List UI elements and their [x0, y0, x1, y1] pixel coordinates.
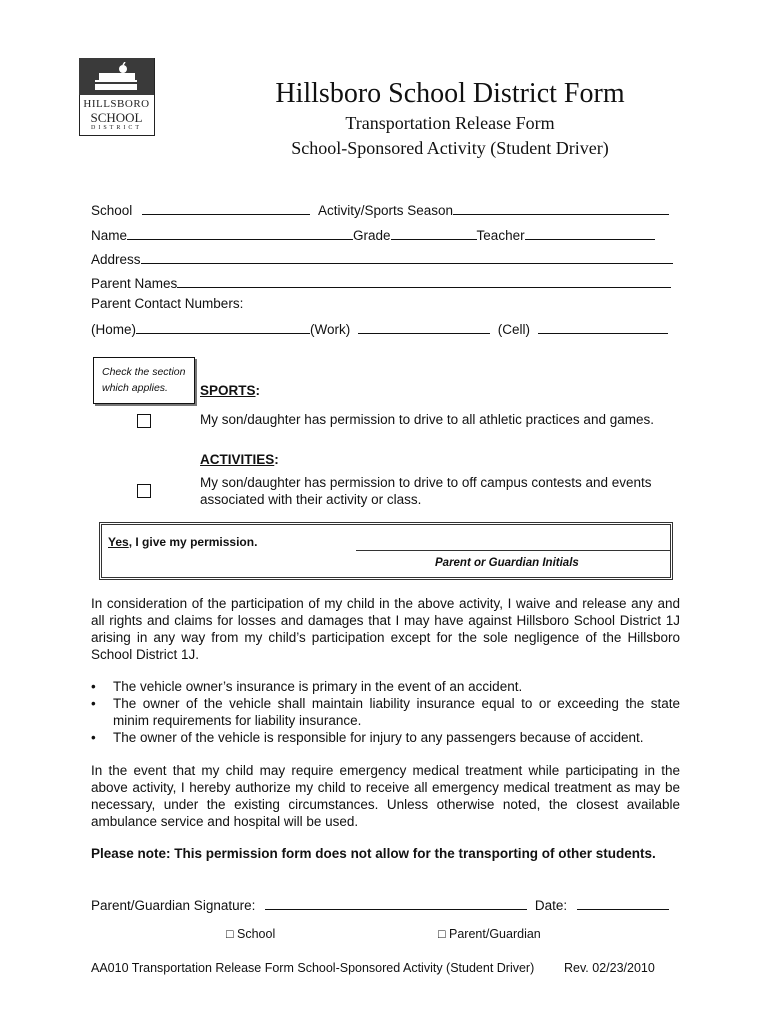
grade-label: Grade — [353, 228, 391, 243]
signature-row[interactable] — [91, 895, 669, 913]
insurance-list — [91, 678, 680, 746]
date-line[interactable] — [577, 895, 669, 910]
logo-text-school: SCHOOL — [90, 110, 143, 125]
parent-names-label: Parent Names — [91, 276, 178, 291]
section-note-line2: which applies. — [102, 382, 168, 394]
signature-line[interactable] — [265, 895, 527, 910]
address-line[interactable] — [141, 249, 673, 264]
list-item: • The owner of the vehicle is responsible for injury to any passengers because of accident. — [91, 729, 680, 746]
footer-form-name: AA010 Transportation Release Form School-Sponsored Activity (Student Driver) — [91, 961, 535, 975]
school-field[interactable] — [91, 200, 310, 218]
sports-text: My son/daughter has permission to drive to all athletic practices and games. — [200, 412, 654, 427]
footer-revision: Rev. 02/23/2010 — [564, 961, 655, 975]
logo-text-hillsboro: HILLSBORO — [83, 98, 150, 110]
list-item: • The vehicle owner’s insurance is primary in the event of an accident. — [91, 678, 680, 695]
form-subtitle-activity: School-Sponsored Activity (Student Driver) — [291, 138, 609, 158]
medical-paragraph: In the event that my child may require emergency medical treatment while participating in the above activity, I hereby authorize my child to receive all emergency medical treatment as may be necessary, under the existing circumstances. Unless otherwise noted, the closest available ambulance service and hospital will be used. — [91, 763, 680, 829]
transport-note: Please note: This permission form does not allow for the transporting of other students. — [91, 846, 656, 861]
activities-text — [200, 474, 652, 508]
initials-line[interactable] — [356, 550, 670, 551]
contact-numbers-row[interactable] — [91, 319, 668, 337]
parent-names-line[interactable] — [177, 273, 671, 288]
activity-season-line[interactable] — [453, 200, 669, 215]
home-line[interactable] — [136, 319, 310, 334]
waiver-paragraph: In consideration of the participation of my child in the above activity, I waive and release any and all rights and claims for losses and damages that I may have against Hillsboro School District 1J arising in any way from my child’s participation except for the sole negligence of the Hillsboro School District 1J. — [91, 596, 680, 662]
cell-label: (Cell) — [497, 322, 531, 337]
page-title: Hillsboro School District Form — [275, 78, 625, 109]
grade-line[interactable] — [391, 225, 477, 240]
sports-checkbox[interactable] — [137, 414, 151, 428]
school-line[interactable] — [142, 200, 310, 215]
address-field[interactable] — [91, 249, 673, 267]
name-label: Name — [91, 228, 128, 243]
permission-box — [99, 522, 673, 580]
cell-line[interactable] — [538, 319, 668, 334]
activities-text-line1: My son/daughter has permission to drive to off campus contests and events — [200, 475, 652, 490]
school-label: School — [91, 203, 133, 218]
list-item: • The owner of the vehicle shall maintain liability insurance equal to or exceeding the state minim requirements for liability insurance. — [91, 695, 680, 729]
form-subtitle: Transportation Release Form — [345, 113, 555, 133]
activity-season-field[interactable] — [318, 200, 669, 218]
date-label: Date: — [534, 898, 568, 913]
initials-label: Parent or Guardian Initials — [435, 557, 579, 569]
signature-label: Parent/Guardian Signature: — [91, 898, 256, 913]
teacher-label: Teacher — [476, 228, 525, 243]
section-note-line1: Check the section — [102, 366, 186, 378]
activities-text-line2: associated with their activity or class. — [200, 492, 422, 507]
name-field[interactable] — [91, 225, 655, 243]
address-label: Address — [91, 252, 141, 267]
parent-names-field[interactable] — [91, 273, 671, 291]
copy-school: □ School — [226, 927, 276, 941]
activities-checkbox[interactable] — [137, 484, 151, 498]
permission-statement: Yes, I give my permission. — [108, 535, 258, 549]
logo-text-district: DISTRICT — [91, 125, 142, 131]
activities-heading: ACTIVITIES: — [200, 452, 279, 467]
copy-parent-guardian: □ Parent/Guardian — [438, 927, 541, 941]
work-label: (Work) — [310, 322, 351, 337]
sports-heading: SPORTS: — [200, 383, 261, 398]
name-line[interactable] — [127, 225, 353, 240]
home-label: (Home) — [91, 322, 137, 337]
activity-season-label: Activity/Sports Season — [318, 203, 454, 218]
teacher-line[interactable] — [525, 225, 655, 240]
parent-contact-label: Parent Contact Numbers: — [91, 296, 244, 311]
section-note-box — [93, 357, 195, 404]
work-line[interactable] — [358, 319, 490, 334]
